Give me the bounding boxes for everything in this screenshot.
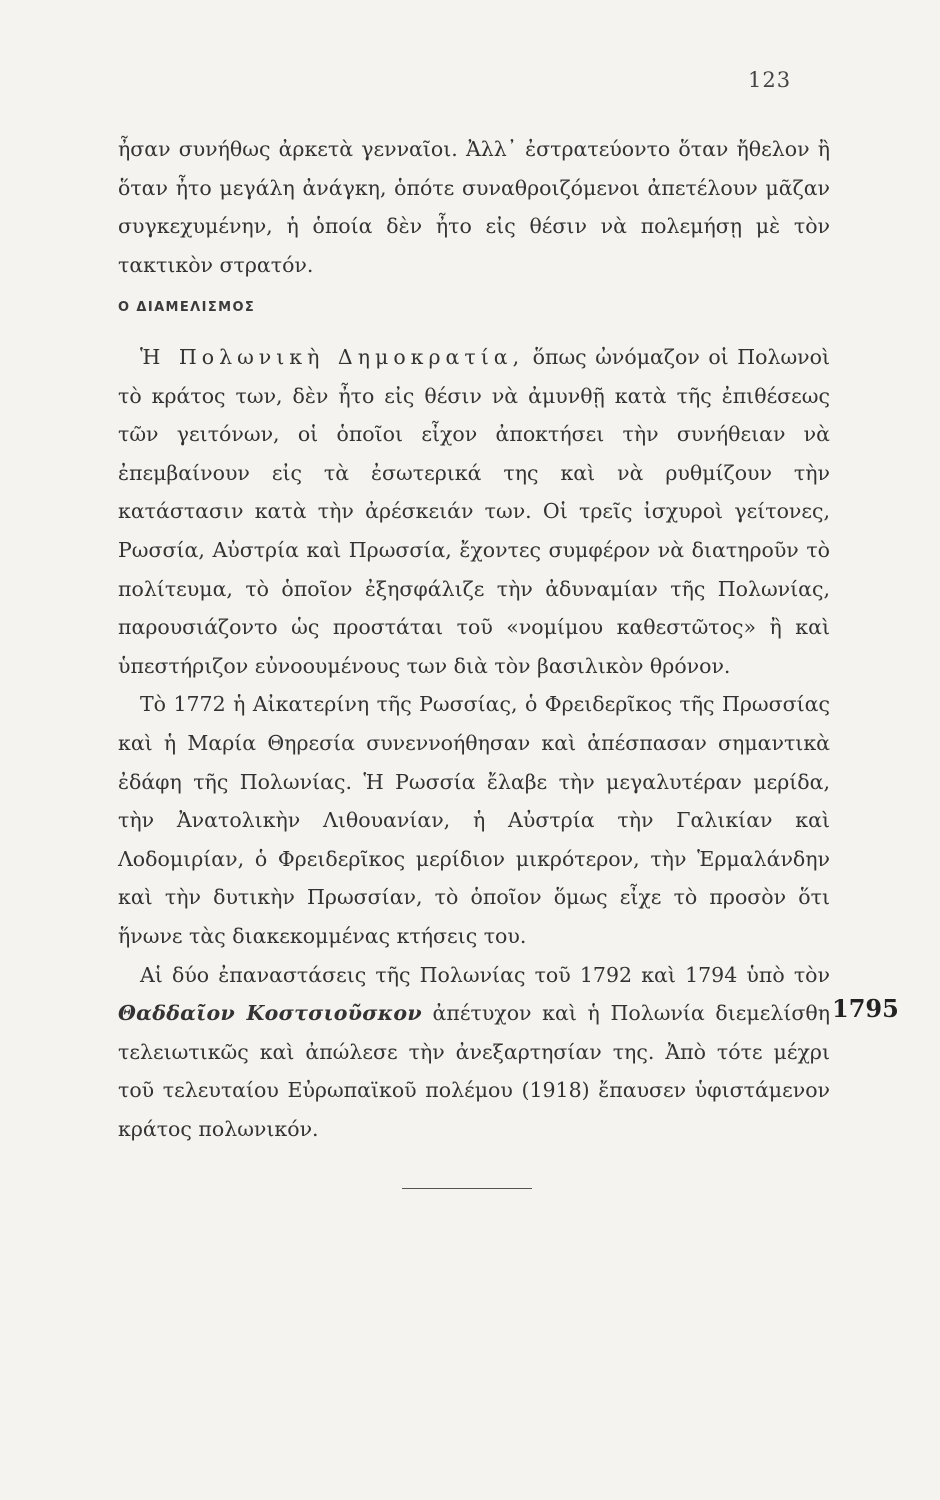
page-number: 123 [748,68,792,92]
end-rule [402,1188,532,1189]
paragraph-final-partition [118,956,830,1149]
text-block-main [118,338,830,1148]
paragraph-final-before: Αἱ δύο ἐπαναστάσεις τῆς Πολωνίας τοῦ 1792 καὶ 1794 ὑπὸ τὸν [140,962,830,987]
paragraph-polish-republic-text: ὅπως ὠνόμαζον οἱ Πολωνοὶ τὸ κράτος των, δὲν ἦτο εἰς θέσιν νὰ ἀμυνθῇ κατὰ τῆς ἐπιθέσεως τῶν γειτόνων, οἱ ὁποῖοι εἶχον ἀποκτήσει τὴν συνήθειαν νὰ ἐπεμβαίνουν εἰς τὰ ἐσωτερικά της καὶ νὰ ρυθμίζουν τὴν κατάστασιν κατὰ τὴν ἀρέσκειάν των. Οἱ τρεῖς ἰσχυροὶ γείτονες, Ρωσσία, Αὐστρία καὶ Πρωσσία, ἔχοντες συμφέρον νὰ διατηροῦν τὸ πολίτευμα, τὸ ὁποῖον ἐξησφάλιζε τὴν ἀδυναμίαν τῆς Πολωνίας, παρουσιάζοντο ὡς προστάται τοῦ «νομίμου καθεστῶτος» ἢ καὶ ὑπεστήριζον εὐνοουμένους των διὰ τὸν βασιλικὸν θρόνον. [118,345,830,678]
paragraph-polish-republic [118,338,830,685]
paragraph-partition-1772: Τὸ 1772 ἡ Αἰκατερίνη τῆς Ρωσσίας, ὁ Φρειδερῖκος τῆς Πρωσσίας καὶ ἡ Μαρία Θηρεσία συνεννοήθησαν καὶ ἀπέσπασαν σημαντικὰ ἐδάφη τῆς Πολωνίας. Ἡ Ρωσσία ἔλαβε τὴν μεγαλυτέραν μερίδα, τὴν Ἀνατολικὴν Λιθουανίαν, ἡ Αὐστρία τὴν Γαλικίαν καὶ Λοδομιρίαν, ὁ Φρειδερῖκος μερίδιον μικρότερον, τὴν Ἑρμαλάνδην καὶ τὴν δυτικὴν Πρωσσίαν, τὸ ὁποῖον ὅμως εἶχε τὸ προσὸν ὅτι ἥνωνε τὰς διακεκομμένας κτήσεις του. [118,692,830,948]
paragraph-final-after: ἀπέτυχον καὶ ἡ Πολωνία διεμελίσθη τελειωτικῶς καὶ ἀπώλεσε τὴν ἀνεξαρτησίαν της. Ἀπὸ τότε μέχρι τοῦ τελευταίου Εὐρωπαϊκοῦ πολέμου (1918) ἔπαυσεν ὑφιστάμενον κράτος πολωνικόν. [118,1001,831,1141]
section-heading: Ο ΔΙΑΜΕΛΙΣΜΟΣ [118,300,256,315]
margin-year-note: 1795 [832,994,899,1023]
spaced-phrase: Ἡ Πολωνικὴ Δημοκρατία, [140,345,525,369]
kosciuszko-name: Θαδδαῖον Κοστσιοῦσκον [118,1001,422,1026]
text-block-top [118,130,830,284]
paragraph-opening: ἦσαν συνήθως ἀρκετὰ γενναῖοι. Ἀλλ᾽ ἐστρατεύοντο ὅταν ἤθελον ἢ ὅταν ἦτο μεγάλη ἀνάγκη, ὁπότε συναθροιζόμενοι ἀπετέλουν μᾶζαν συγκεχυμένην, ἡ ὁποία δὲν ἦτο εἰς θέσιν νὰ πολεμήσῃ μὲ τὸν τακτικὸν στρατόν. [118,137,830,277]
